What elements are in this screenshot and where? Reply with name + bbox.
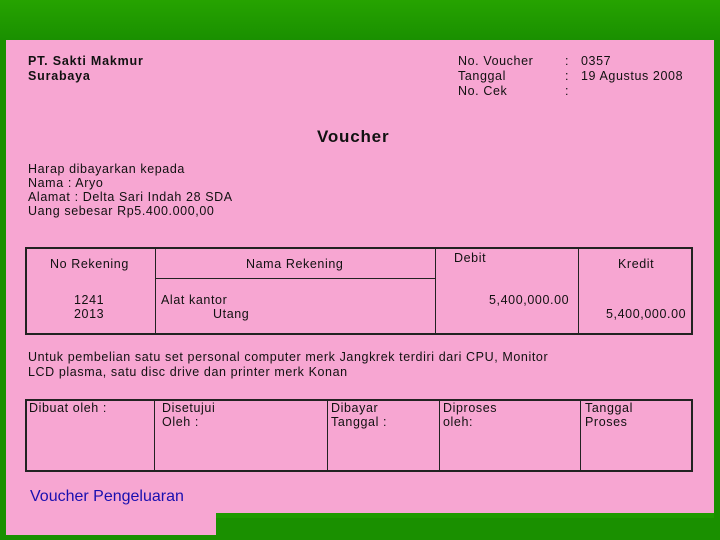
- signature-processed-line-1: Diproses: [443, 401, 498, 415]
- entries-table-right-border: [691, 247, 693, 335]
- signature-paid-line-2: Tanggal :: [331, 415, 388, 429]
- description-line-2: LCD plasma, satu disc drive dan printer merk Konan: [28, 365, 348, 379]
- caption-background: [6, 513, 216, 535]
- row-credit: 5,400,000.00: [606, 307, 687, 321]
- right-green-band: [714, 40, 720, 540]
- meta-value: 0357: [581, 54, 612, 68]
- company-city: Surabaya: [28, 69, 91, 83]
- meta-value: 19 Agustus 2008: [581, 69, 684, 83]
- header-debit: Debit: [454, 251, 487, 265]
- meta-label: No. Voucher: [458, 54, 534, 68]
- row-account-no: 1241: [74, 293, 105, 307]
- header-account-name: Nama Rekening: [246, 257, 344, 271]
- entries-table-top-border: [25, 247, 692, 249]
- entries-table-bottom-border: [25, 333, 692, 335]
- signature-approved-line-2: Oleh :: [162, 415, 199, 429]
- voucher-document: [6, 40, 714, 513]
- entries-table-col-divider: [578, 247, 579, 335]
- header-account-no: No Rekening: [50, 257, 129, 271]
- payee-amount: Uang sebesar Rp5.400.000,00: [28, 204, 215, 218]
- signature-table-right-border: [691, 399, 693, 472]
- meta-colon: :: [565, 54, 570, 68]
- signature-paid-line-1: Dibayar: [331, 401, 379, 415]
- signature-table-col-divider: [580, 399, 581, 472]
- signature-table-col-divider: [439, 399, 440, 472]
- header-credit: Kredit: [618, 257, 655, 271]
- row-account-name: Utang: [213, 307, 250, 321]
- row-debit: 5,400,000.00: [489, 293, 570, 307]
- meta-label: No. Cek: [458, 84, 508, 98]
- entries-table-col-divider: [155, 247, 156, 335]
- signature-process-date-line-1: Tanggal: [585, 401, 633, 415]
- description-line-1: Untuk pembelian satu set personal computer merk Jangkrek terdiri dari CPU, Monitor: [28, 350, 549, 364]
- company-name: PT. Sakti Makmur: [28, 54, 144, 68]
- signature-table-col-divider: [154, 399, 155, 472]
- payee-name: Nama : Aryo: [28, 176, 104, 190]
- meta-label: Tanggal: [458, 69, 506, 83]
- row-account-no: 2013: [74, 307, 105, 321]
- meta-colon: :: [565, 69, 570, 83]
- signature-process-date-line-2: Proses: [585, 415, 628, 429]
- payee-address: Alamat : Delta Sari Indah 28 SDA: [28, 190, 233, 204]
- slide-caption: Voucher Pengeluaran: [30, 488, 190, 506]
- payee-instruction: Harap dibayarkan kepada: [28, 162, 185, 176]
- entries-table-left-border: [25, 247, 27, 335]
- signature-table-bottom-border: [25, 470, 693, 472]
- meta-colon: :: [565, 84, 570, 98]
- signature-table-col-divider: [327, 399, 328, 472]
- entries-table-col-divider: [435, 247, 436, 335]
- top-green-band: [0, 0, 720, 40]
- signature-table-left-border: [25, 399, 27, 472]
- row-account-name: Alat kantor: [161, 293, 228, 307]
- signature-made-by: Dibuat oleh :: [29, 401, 107, 415]
- entries-table-header-divider: [155, 278, 435, 279]
- signature-approved-line-1: Disetujui: [162, 401, 216, 415]
- signature-processed-line-2: oleh:: [443, 415, 474, 429]
- document-title: Voucher: [317, 127, 390, 146]
